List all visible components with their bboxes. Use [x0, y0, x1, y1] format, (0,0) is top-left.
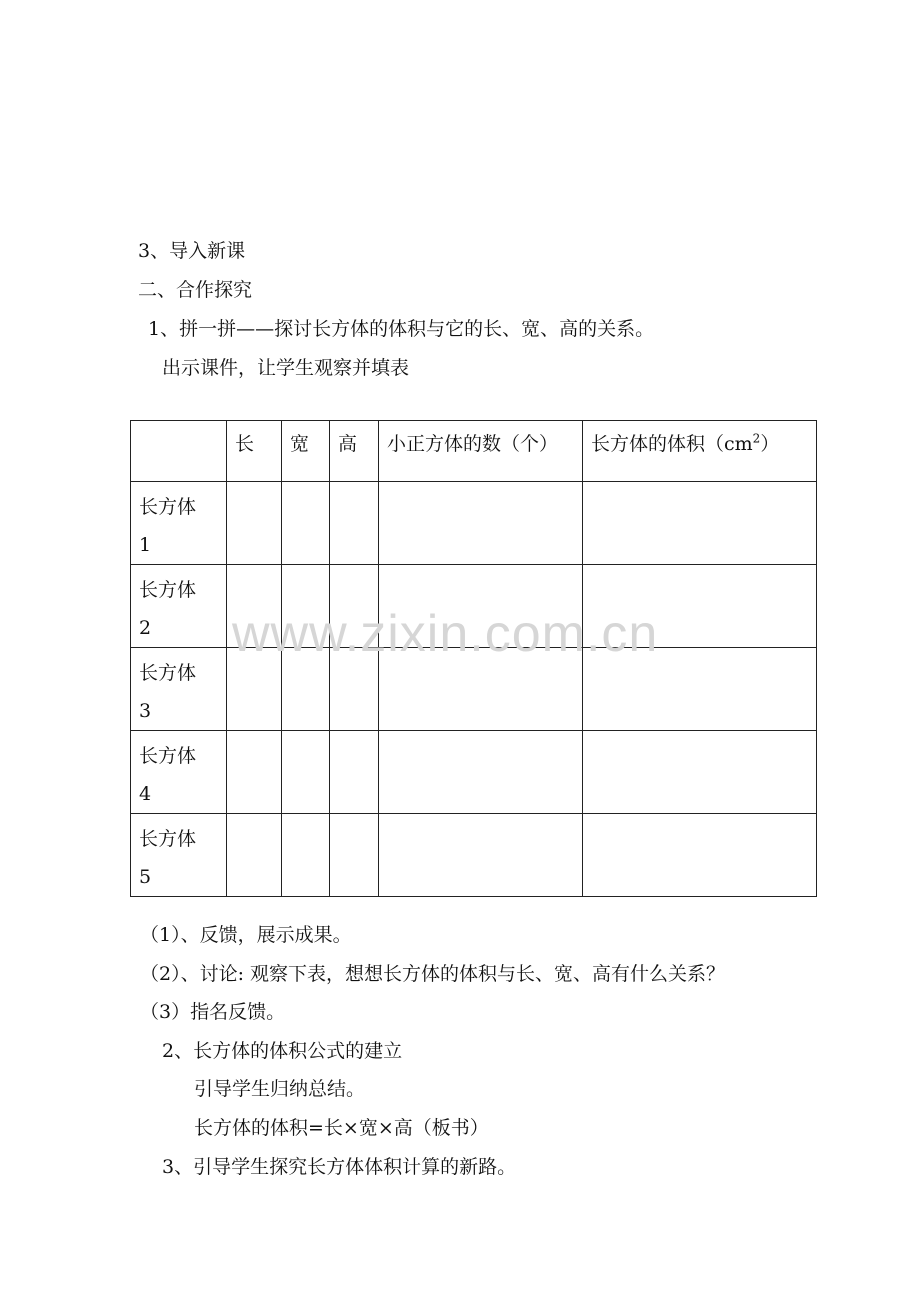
- cell-width: [282, 565, 330, 648]
- row-label-number: 4: [139, 783, 152, 805]
- cell-cube-count: [379, 731, 583, 814]
- cell-length: [227, 648, 282, 731]
- header-cell-volume: [583, 421, 817, 482]
- guidance-text: 引导学生归纳总结。: [194, 1078, 366, 1100]
- row-label-name: 长方体: [139, 496, 197, 518]
- section-heading-explore: 二、合作探究: [138, 279, 253, 301]
- cell-cube-count: [379, 565, 583, 648]
- table-header-row: [131, 421, 817, 482]
- row-label-number: 2: [139, 617, 152, 639]
- subsection-heading-3: 3、引导学生探究长方体体积计算的新路。: [162, 1156, 517, 1178]
- cell-length: [227, 482, 282, 565]
- table-row: [131, 648, 817, 731]
- cell-volume: [583, 482, 817, 565]
- cell-volume: [583, 814, 817, 897]
- row-label: [131, 565, 227, 648]
- cell-height: [330, 814, 379, 897]
- volume-label-close: ）: [760, 433, 780, 455]
- header-cell-width: 宽: [282, 421, 330, 482]
- row-label-number: 3: [139, 700, 152, 722]
- row-label-number: 1: [139, 534, 152, 556]
- volume-formula: 长方体的体积=长×宽×高（板书）: [194, 1117, 489, 1139]
- cell-height: [330, 731, 379, 814]
- cell-width: [282, 482, 330, 565]
- table-row: [131, 731, 817, 814]
- cell-length: [227, 814, 282, 897]
- subsection-heading-2: 2、长方体的体积公式的建立: [162, 1040, 403, 1062]
- row-label-name: 长方体: [139, 662, 197, 684]
- header-cell-blank: [131, 421, 227, 482]
- cell-height: [330, 482, 379, 565]
- subsection-heading-1: 1、拼一拼——探讨长方体的体积与它的长、宽、高的关系。: [148, 318, 655, 340]
- volume-unit-exponent: 2: [752, 431, 761, 446]
- cell-length: [227, 731, 282, 814]
- cell-width: [282, 814, 330, 897]
- cell-volume: [583, 731, 817, 814]
- volume-table: [130, 420, 817, 897]
- discussion-step-2: （2）、讨论: 观察下表，想想长方体的体积与长、宽、高有什么关系？: [140, 963, 726, 985]
- cell-length: [227, 565, 282, 648]
- volume-label: 长方体的体积（cm: [591, 433, 753, 455]
- cell-height: [330, 565, 379, 648]
- table-row: [131, 814, 817, 897]
- header-cell-length: 长: [227, 421, 282, 482]
- cell-volume: [583, 648, 817, 731]
- row-label: [131, 482, 227, 565]
- header-cell-height: 高: [330, 421, 379, 482]
- cell-cube-count: [379, 482, 583, 565]
- row-label: [131, 814, 227, 897]
- cell-volume: [583, 565, 817, 648]
- cell-cube-count: [379, 648, 583, 731]
- cell-width: [282, 731, 330, 814]
- row-label: [131, 648, 227, 731]
- row-label: [131, 731, 227, 814]
- cell-cube-count: [379, 814, 583, 897]
- row-label-number: 5: [139, 866, 152, 888]
- row-label-name: 长方体: [139, 745, 197, 767]
- instruction-text: 出示课件，让学生观察并填表: [162, 357, 410, 379]
- row-label-name: 长方体: [139, 828, 197, 850]
- section-heading-intro: 3、导入新课: [138, 240, 246, 262]
- feedback-step-1: （1）、反馈，展示成果。: [140, 924, 352, 946]
- cell-width: [282, 648, 330, 731]
- feedback-step-3: （3）指名反馈。: [140, 1001, 286, 1023]
- table-row: [131, 482, 817, 565]
- cell-height: [330, 648, 379, 731]
- header-cell-cube-count: 小正方体的数（个）: [379, 421, 583, 482]
- watermark: www.zixin.com.cn: [232, 605, 659, 663]
- table-row: [131, 565, 817, 648]
- row-label-name: 长方体: [139, 579, 197, 601]
